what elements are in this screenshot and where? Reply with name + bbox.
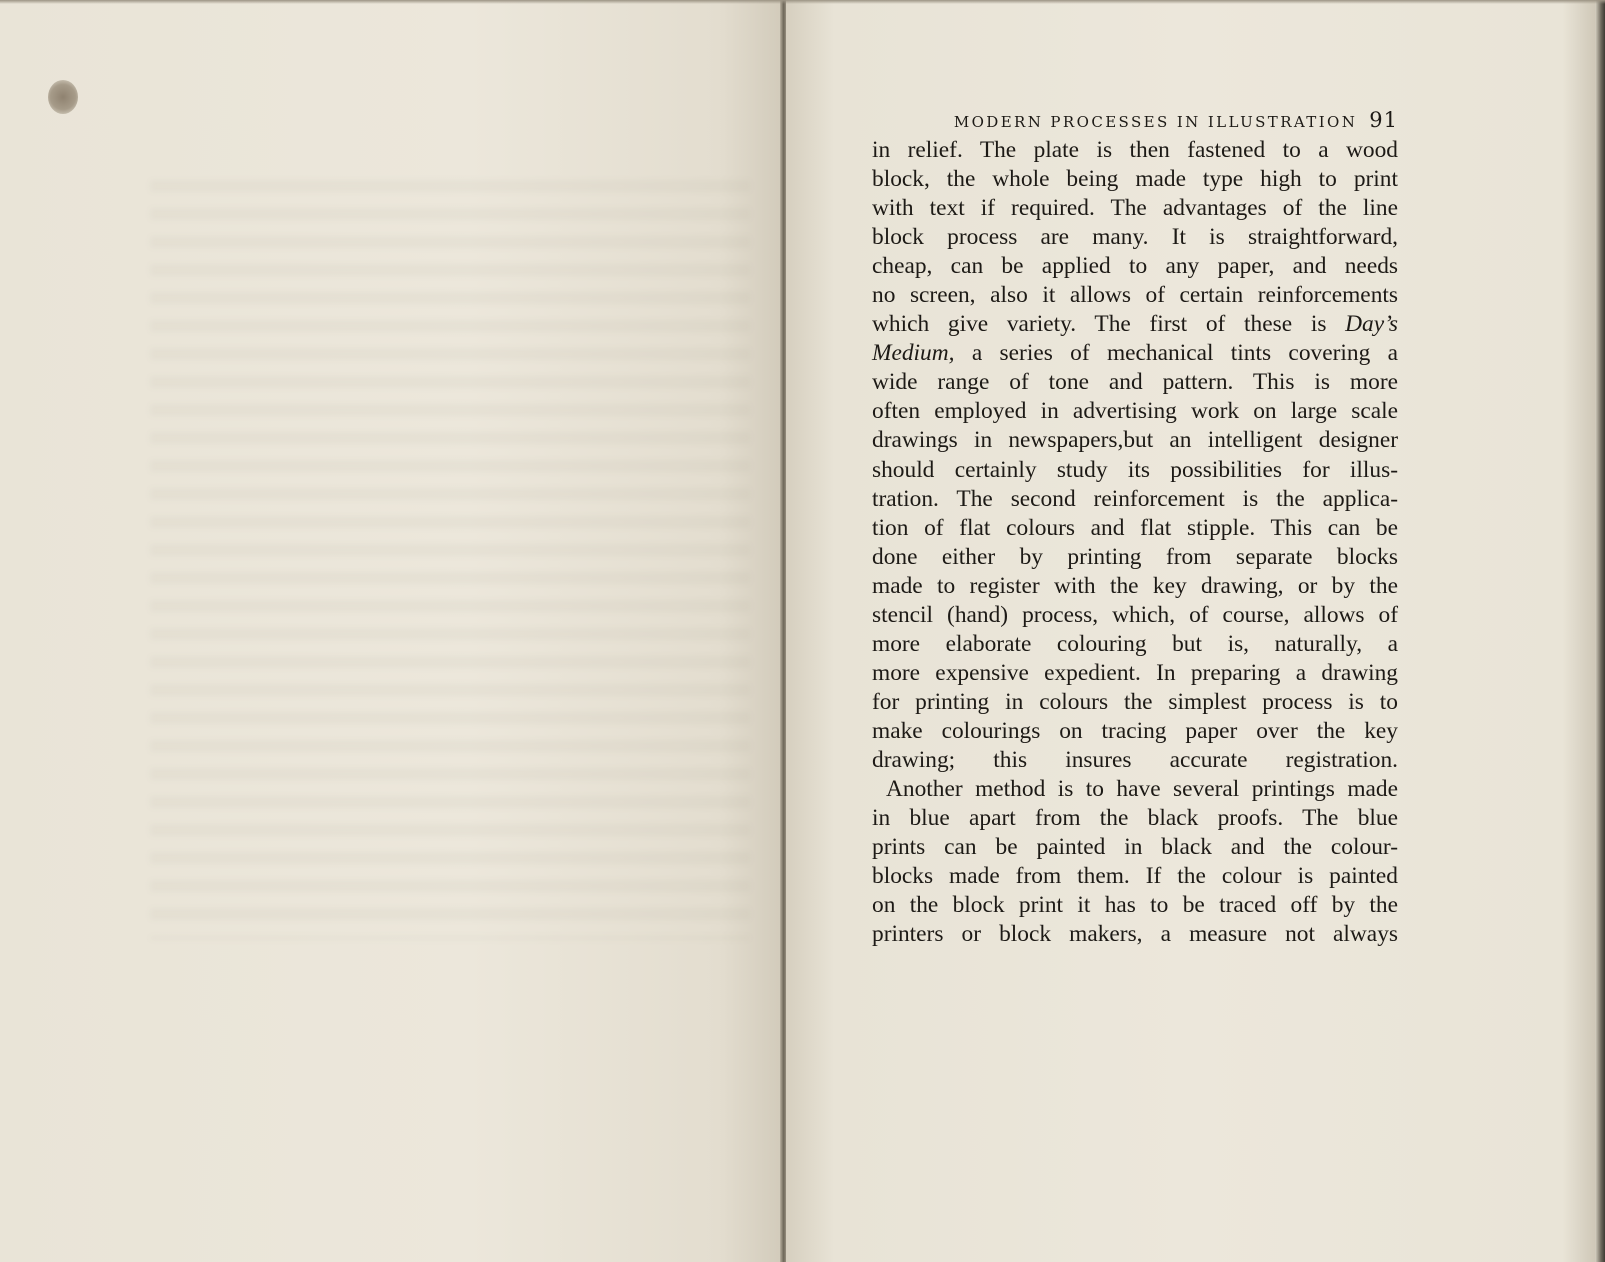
text-line: no screen, also it allows of certain reinforcements xyxy=(872,282,1398,309)
text-line: with text if required. The advantages of the line xyxy=(872,195,1398,222)
text-line: blocks made from them. If the colour is painted xyxy=(872,863,1398,890)
text-line: tion of flat colours and flat stipple. This can be xyxy=(872,514,1398,541)
text-line: drawing; this insures accurate registration. xyxy=(872,746,1398,773)
text-line: done either by printing from separate blocks xyxy=(872,543,1398,570)
text-line: made to register with the key drawing, or by the xyxy=(872,572,1398,599)
running-head xyxy=(872,108,1398,136)
text-line: stencil (hand) process, which, of course, allows of xyxy=(872,601,1398,628)
text-line: block process are many. It is straightforward, xyxy=(872,224,1398,251)
text-segment: which give variety. The first of these is xyxy=(872,311,1327,338)
text-line: should certainly study its possibilities for illus- xyxy=(872,456,1398,483)
left-page xyxy=(0,0,782,1262)
punch-hole-mark xyxy=(48,80,78,114)
text-line xyxy=(872,310,1398,339)
paragraph-2 xyxy=(872,775,1398,949)
paragraph-1 xyxy=(872,136,1398,775)
page-edge xyxy=(1595,0,1605,1262)
italic-term: Medium, xyxy=(872,340,955,367)
text-line: make colourings on tracing paper over the key xyxy=(872,717,1398,744)
text-line: wide range of tone and pattern. This is more xyxy=(872,369,1398,396)
show-through-illustration xyxy=(150,180,750,940)
text-line xyxy=(872,339,1398,368)
text-line: tration. The second reinforcement is the applica- xyxy=(872,485,1398,512)
text-line: prints can be painted in black and the colour- xyxy=(872,834,1398,861)
text-line: more expensive expedient. In preparing a drawing xyxy=(872,659,1398,686)
text-segment: a series of mechanical tints covering a xyxy=(971,340,1398,367)
text-line: cheap, can be applied to any paper, and needs xyxy=(872,253,1398,280)
text-line: printers or block makers, a measure not always xyxy=(872,921,1398,948)
italic-term: Day’s xyxy=(1345,311,1398,338)
text-line: for printing in colours the simplest process is to xyxy=(872,688,1398,715)
text-line: drawings in newspapers,but an intelligent designer xyxy=(872,427,1398,454)
top-edge-shadow xyxy=(0,0,1605,4)
text-line: in relief. The plate is then fastened to a wood xyxy=(872,137,1398,163)
text-line: on the block print it has to be traced off by the xyxy=(872,892,1398,919)
running-head-title: MODERN PROCESSES IN ILLUSTRATION xyxy=(953,113,1358,131)
text-line: block, the whole being made type high to print xyxy=(872,166,1398,193)
text-line: often employed in advertising work on large scale xyxy=(872,398,1398,425)
page-number: 91 xyxy=(1369,108,1398,132)
text-line: Another method is to have several printings made xyxy=(886,776,1398,803)
text-line: more elaborate colouring but is, naturally, a xyxy=(872,630,1398,657)
page-text-block xyxy=(872,108,1398,949)
text-line: in blue apart from the black proofs. The blue xyxy=(872,805,1398,832)
